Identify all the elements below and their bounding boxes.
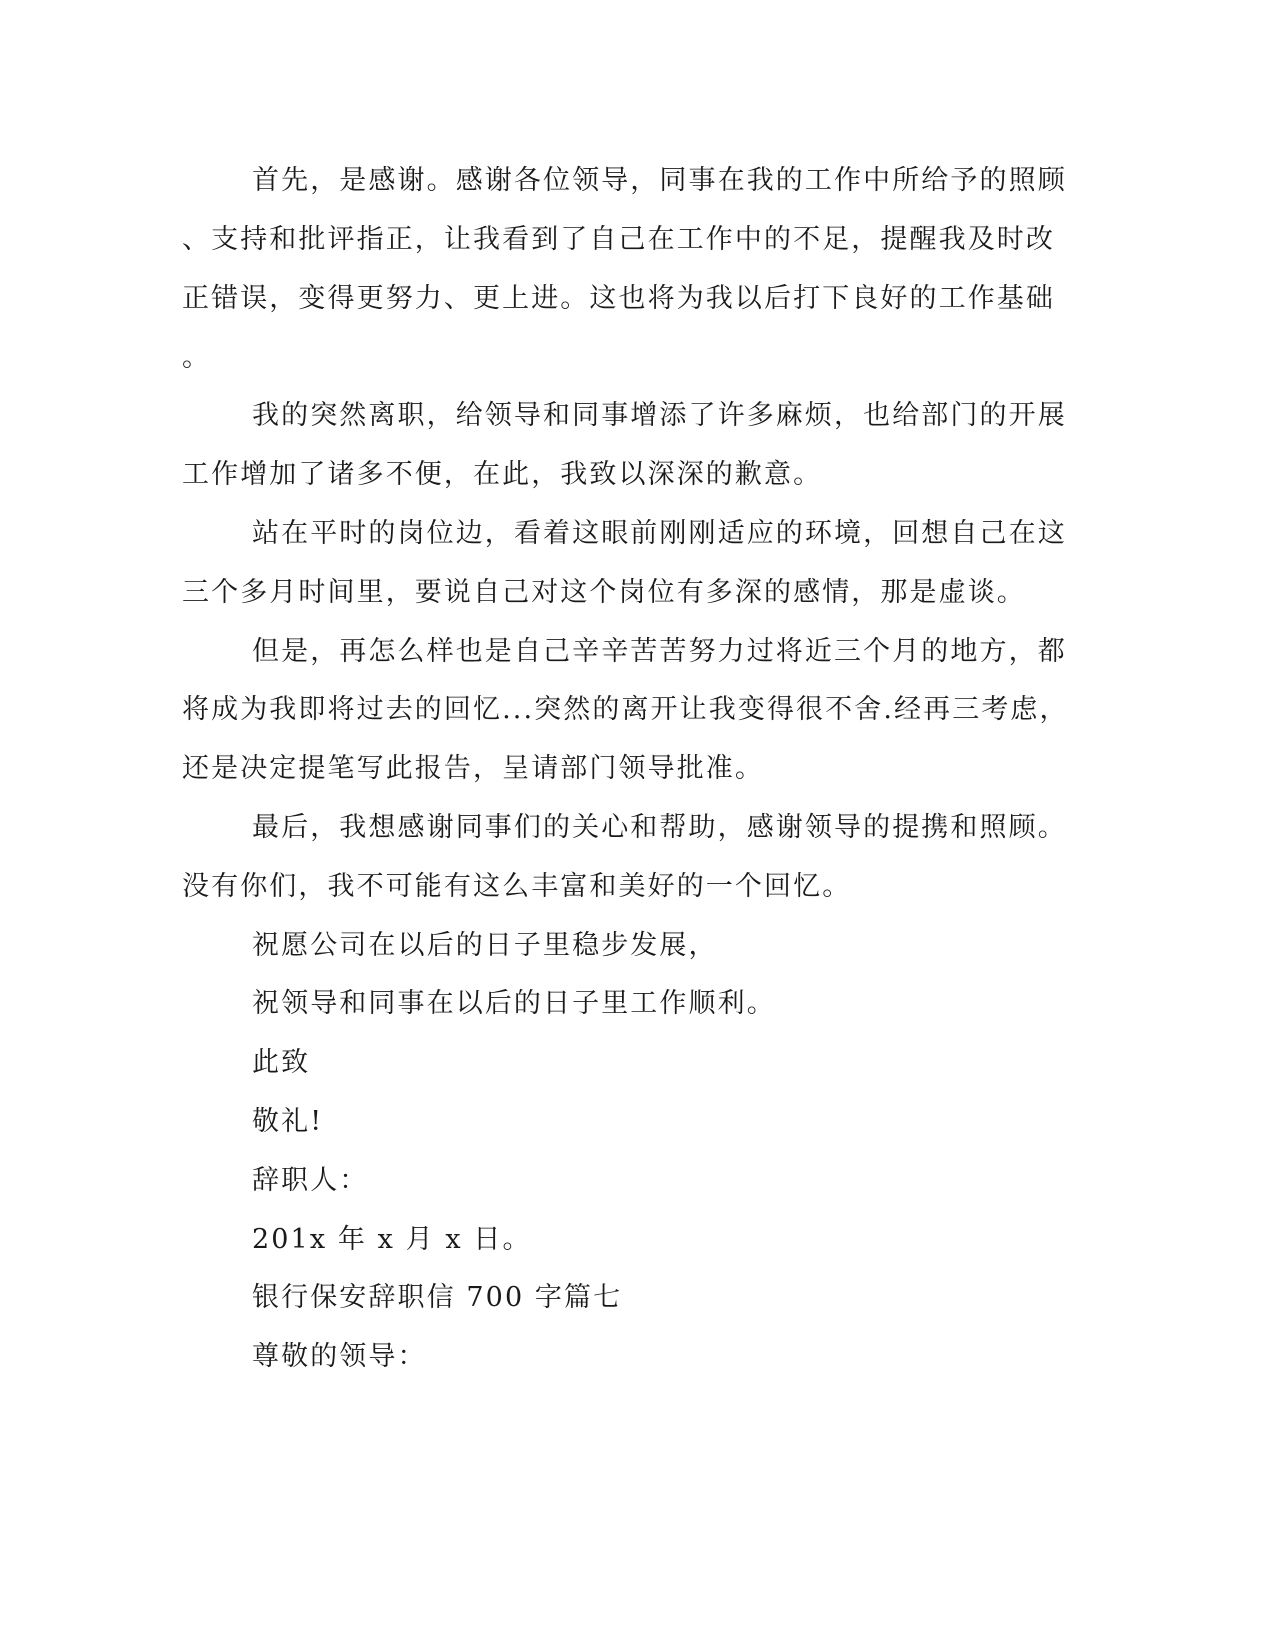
- signature-date: 201x 年 x 月 x 日。: [252, 1224, 532, 1255]
- section-heading: 银行保安辞职信 700 字篇七: [252, 1282, 623, 1313]
- wish-line-company: 祝愿公司在以后的日子里稳步发展，: [252, 930, 718, 961]
- paragraph-1-line-4: 。: [182, 342, 212, 373]
- paragraph-2-line-1: 我的突然离职，给领导和同事增添了许多麻烦，也给部门的开展: [252, 400, 1067, 431]
- paragraph-5-line-2: 没有你们，我不可能有这么丰富和美好的一个回忆。: [182, 871, 852, 902]
- closing-jingli: 敬礼!: [252, 1106, 324, 1137]
- closing-cizhi: 此致: [252, 1047, 311, 1078]
- paragraph-1-line-3: 正错误，变得更努力、更上进。这也将为我以后打下良好的工作基础: [182, 283, 1055, 314]
- paragraph-4-line-1: 但是，再怎么样也是自己辛辛苦苦努力过将近三个月的地方，都: [252, 636, 1067, 667]
- signature-label: 辞职人：: [252, 1165, 369, 1196]
- paragraph-3-line-2: 三个多月时间里，要说自己对这个岗位有多深的感情，那是虚谈。: [182, 577, 1026, 608]
- paragraph-4-line-2: 将成为我即将过去的回忆...突然的离开让我变得很不舍.经再三考虑，: [182, 694, 1069, 725]
- wish-line-colleagues: 祝领导和同事在以后的日子里工作顺利。: [252, 988, 776, 1019]
- paragraph-2-line-2: 工作增加了诸多不便，在此，我致以深深的歉意。: [182, 459, 823, 490]
- paragraph-3-line-1: 站在平时的岗位边，看着这眼前刚刚适应的环境，回想自己在这: [252, 518, 1067, 549]
- paragraph-4-line-3: 还是决定提笔写此报告，呈请部门领导批准。: [182, 753, 764, 784]
- paragraph-1-line-1: 首先，是感谢。感谢各位领导，同事在我的工作中所给予的照顾: [252, 165, 1067, 196]
- paragraph-5-line-1: 最后，我想感谢同事们的关心和帮助，感谢领导的提携和照顾。: [252, 812, 1067, 843]
- paragraph-1-line-2: 、支持和批评指正，让我看到了自己在工作中的不足，提醒我及时改: [182, 224, 1055, 255]
- salutation: 尊敬的领导：: [252, 1341, 427, 1372]
